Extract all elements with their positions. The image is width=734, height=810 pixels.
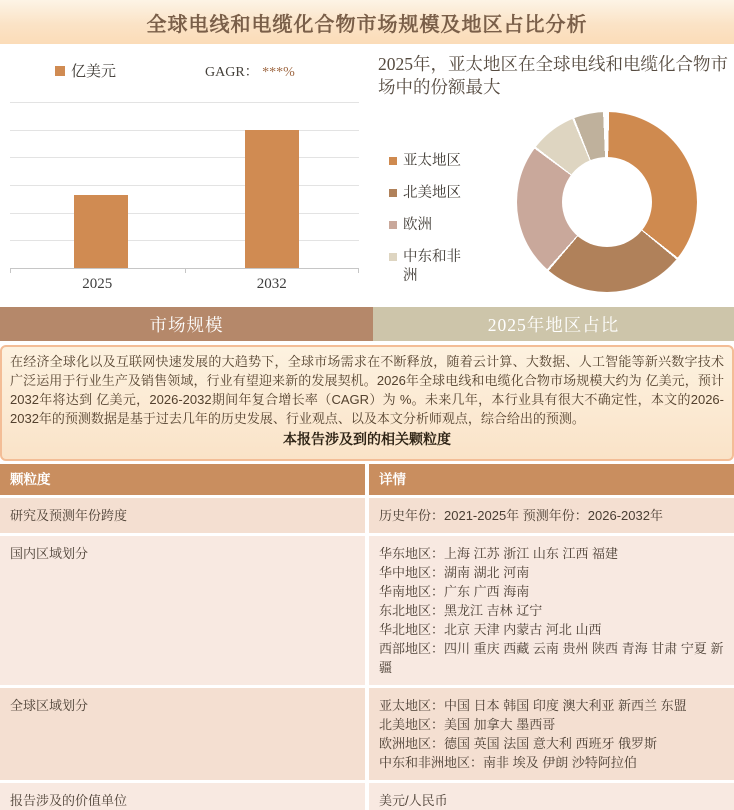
donut-legend: [389, 152, 499, 299]
donut-legend-label: 欧洲: [403, 217, 432, 233]
donut-chart: [517, 112, 697, 292]
tab-bar: [0, 307, 734, 341]
row-details-cell: [369, 688, 734, 780]
donut-legend-label: 亚太地区: [403, 153, 461, 169]
row-label-cell: 全球区域划分: [0, 688, 365, 780]
axis-tick: [10, 268, 11, 273]
x-axis-label: 2032: [256, 276, 287, 292]
summary-panel: [0, 345, 734, 461]
gridline: [10, 102, 359, 103]
granularity-heading: 本报告涉及到的相关颗粒度: [283, 431, 451, 447]
detail-line: 北美地区：美国 加拿大 墨西哥: [379, 717, 556, 732]
table-header-details: 详情: [369, 464, 734, 495]
table-row: [0, 536, 734, 685]
donut-legend-label: 中东和非洲: [403, 249, 461, 284]
gridline: [10, 213, 359, 214]
bar-chart-panel: [0, 46, 373, 307]
donut-heading: 2025年，亚太地区在全球电线和电缆化合物市场中的份额最大: [378, 54, 728, 98]
table-header-granularity: 颗粒度: [0, 464, 365, 495]
detail-line: 美元/人民币: [379, 793, 448, 808]
detail-line: 华中地区：湖南 湖北 河南: [379, 565, 530, 580]
bar-chart-x-labels: [10, 276, 359, 293]
table-row: [0, 498, 734, 533]
tab-region-share[interactable]: 2025年地区占比: [373, 307, 734, 341]
row-details-cell: [369, 783, 734, 810]
detail-line: 亚太地区：中国 日本 韩国 印度 澳大利亚 新西兰 东盟: [379, 698, 687, 713]
cagr-note: [205, 61, 295, 81]
table-row: [0, 783, 734, 810]
summary-paragraph: 在经济全球化以及互联网快速发展的大趋势下，全球市场需求在不断释放，随着云计算、大数据、人工智能等新兴数字技术广泛运用于行业生产及销售领域，行业有望迎来新的发展契机。2026年全球电线和电缆化合物市场规模大约为 亿美元，预计2032年将达到 亿美元，2026-2032期间年复合增长率（CAGR）为 %。未来几年，本行业具有很大不确定性，本文的2026-2032年的预测数据是基于过去几年的历史发展、行业观点、以及本文分析师观点，综合给出的预测。: [10, 354, 724, 426]
detail-line: 华南地区：广东 广西 海南: [379, 584, 530, 599]
table-row: [0, 688, 734, 780]
gridline: [10, 185, 359, 186]
cagr-value: ***%: [262, 65, 295, 80]
granularity-table: [0, 464, 734, 810]
tab-market-size[interactable]: 市场规模: [0, 307, 373, 341]
axis-tick: [185, 268, 186, 273]
donut-legend-item: [389, 184, 499, 203]
row-details-cell: [369, 536, 734, 685]
gridline: [10, 157, 359, 158]
table-header-row: [0, 464, 734, 495]
charts-section: [0, 46, 734, 307]
title-bar: [0, 0, 734, 46]
detail-line: 西部地区：四川 重庆 西藏 云南 贵州 陕西 青海 甘肃 宁夏 新疆: [379, 641, 724, 675]
bar-2025: [74, 195, 128, 268]
donut-legend-label: 北美地区: [403, 185, 461, 201]
detail-line: 历史年份：2021-2025年 预测年份：2026-2032年: [379, 508, 663, 523]
bar-chart-legend: [55, 60, 116, 81]
legend-swatch-icon: [389, 253, 397, 261]
legend-swatch-icon: [389, 189, 397, 197]
bar-chart-plot: [10, 102, 359, 269]
detail-line: 中东和非洲地区：南非 埃及 伊朗 沙特阿拉伯: [379, 755, 637, 770]
donut-legend-item: [389, 248, 499, 286]
donut-chart-panel: [373, 46, 734, 307]
page-title: 全球电线和电缆化合物市场规模及地区占比分析: [146, 13, 588, 36]
bar-legend-label: 亿美元: [71, 63, 117, 80]
detail-line: 东北地区：黑龙江 吉林 辽宁: [379, 603, 543, 618]
detail-line: 华东地区：上海 江苏 浙江 山东 江西 福建: [379, 546, 619, 561]
row-label-cell: 国内区域划分: [0, 536, 365, 685]
axis-tick: [358, 268, 359, 273]
gridline: [10, 130, 359, 131]
donut-legend-item: [389, 152, 499, 171]
row-label-cell: 研究及预测年份跨度: [0, 498, 365, 533]
legend-swatch-icon: [389, 157, 397, 165]
donut-legend-item: [389, 216, 499, 235]
cagr-label: GAGR：: [205, 65, 259, 80]
legend-swatch-icon: [389, 221, 397, 229]
gridline: [10, 240, 359, 241]
row-label-cell: 报告涉及的价值单位: [0, 783, 365, 810]
x-axis-label: 2025: [82, 276, 113, 292]
legend-swatch-icon: [55, 66, 65, 76]
detail-line: 欧洲地区：德国 英国 法国 意大利 西班牙 俄罗斯: [379, 736, 658, 751]
row-details-cell: [369, 498, 734, 533]
bar-2032: [245, 130, 299, 268]
detail-line: 华北地区：北京 天津 内蒙古 河北 山西: [379, 622, 602, 637]
table-body: [0, 498, 734, 810]
